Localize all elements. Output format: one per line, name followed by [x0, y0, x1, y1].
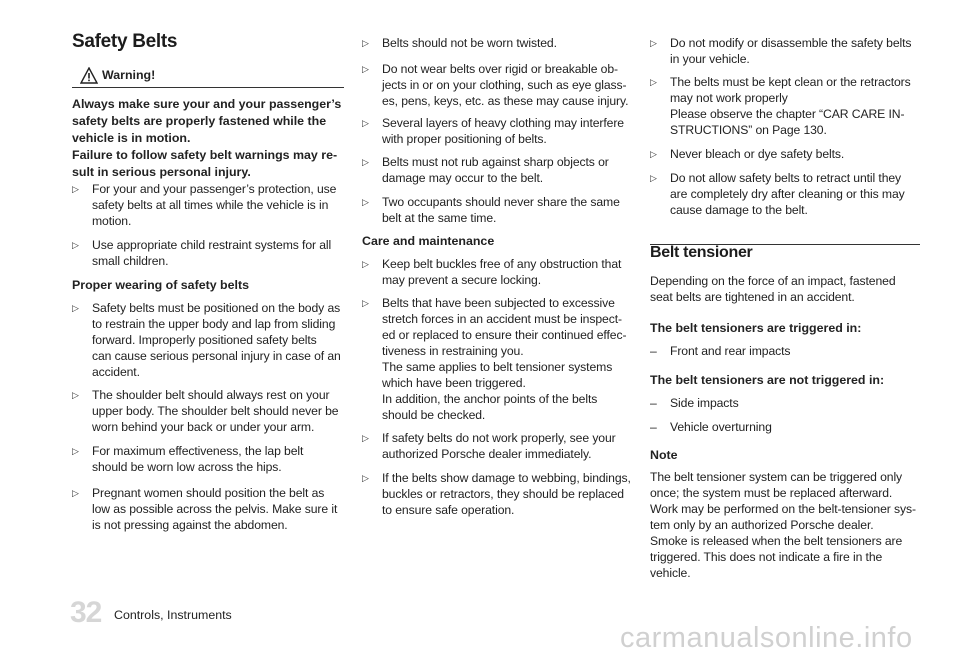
triangle-right-icon: ▷ — [72, 240, 79, 250]
triangle-right-icon: ▷ — [72, 390, 79, 400]
list-item: ▷ Belts that have been subjected to excessive stretch forces in an accident must be inspect- ed or replaced to ensure their continued effec- tiveness in restraining you. The same applies to belt tensioner systems which have been triggered. In addition, the anchor points of the belts should be checked. — [362, 296, 627, 422]
list-item: ▷ Two occupants should never share the same belt at the same time. — [362, 195, 620, 225]
triangle-right-icon: ▷ — [362, 38, 369, 48]
triangle-right-icon: ▷ — [72, 184, 79, 194]
list-item: ▷ Safety belts must be positioned on the body as to restrain the upper body and lap from sliding forward. Improperly positioned safety belts can cause serious personal injury in case of an accident. — [72, 301, 341, 379]
triangle-right-icon: ▷ — [362, 473, 369, 483]
list-item: – Front and rear impacts — [650, 344, 791, 358]
tensioner-intro: Depending on the force of an impact, fastened seat belts are tightened in an accident. — [650, 274, 896, 304]
list-item: ▷ The belts must be kept clean or the retractors may not work properly Please observe the chapter “CAR CARE IN- STRUCTIONS” on Page 130. — [650, 75, 911, 137]
not-triggered-heading: The belt tensioners are not triggered in: — [650, 373, 885, 387]
triangle-right-icon: ▷ — [72, 488, 79, 498]
list-item: ▷ Pregnant women should position the belt as low as possible across the pelvis. Make sure it is not pressing against the abdomen. — [72, 486, 338, 532]
warning-line: vehicle is in motion. — [72, 131, 191, 145]
section-title: Belt tensioner — [650, 244, 753, 261]
watermark: carmanualsonline.info — [620, 622, 913, 654]
list-item: ▷ Never bleach or dye safety belts. — [650, 147, 845, 161]
triangle-right-icon: ▷ — [72, 303, 79, 313]
list-item: ▷ Do not allow safety belts to retract until they are completely dry after cleaning or this may cause damage to the belt. — [650, 171, 905, 217]
triangle-right-icon: ▷ — [362, 64, 369, 74]
triangle-right-icon: ▷ — [650, 149, 657, 159]
section-heading: Care and maintenance — [362, 234, 495, 248]
warning-triangle-icon — [80, 67, 98, 84]
list-item: ▷ Belts should not be worn twisted. — [362, 36, 557, 50]
triangle-right-icon: ▷ — [650, 38, 657, 48]
list-item: ▷ For maximum effectiveness, the lap belt should be worn low across the hips. — [72, 444, 304, 474]
list-item: ▷ Use appropriate child restraint systems for all small children. — [72, 238, 332, 268]
list-item: – Side impacts — [650, 396, 739, 410]
list-item: – Vehicle overturning — [650, 420, 772, 434]
list-item: ▷ For your and your passenger’s protection, use safety belts at all times while the vehicle is in motion. — [72, 182, 337, 228]
warning-line: safety belts are properly fastened while the — [72, 114, 327, 128]
note-text: The belt tensioner system can be triggered only once; the system must be replaced afterward. Work may be performed on the belt-tensioner sys- tem only by an authorized Porsche dealer. Smoke is released when the belt tensioners are triggered. This does not indicate a fire in the vehicle. — [650, 470, 916, 580]
list-item: ▷ Do not modify or disassemble the safety belts in your vehicle. — [650, 36, 912, 66]
note-heading: Note — [650, 448, 678, 462]
warning-line: Failure to follow safety belt warnings may re- — [72, 148, 338, 162]
list-item: ▷ Belts must not rub against sharp objects or damage may occur to the belt. — [362, 155, 609, 185]
list-item: ▷ Keep belt buckles free of any obstruction that may prevent a secure locking. — [362, 257, 622, 287]
warning-line: sult in serious personal injury. — [72, 165, 251, 179]
list-item: ▷ If safety belts do not work properly, see your authorized Porsche dealer immediately. — [362, 431, 616, 461]
triangle-right-icon: ▷ — [362, 298, 369, 308]
triangle-right-icon: ▷ — [362, 118, 369, 128]
list-item: ▷ The shoulder belt should always rest on your upper body. The shoulder belt should never be worn behind your back or under your arm. — [72, 388, 339, 434]
section-heading: Proper wearing of safety belts — [72, 278, 249, 292]
triangle-right-icon: ▷ — [362, 157, 369, 167]
triangle-right-icon: ▷ — [362, 433, 369, 443]
triangle-right-icon: ▷ — [650, 173, 657, 183]
list-item: ▷ Several layers of heavy clothing may interfere with proper positioning of belts. — [362, 116, 624, 146]
page-title: Safety Belts — [72, 31, 178, 52]
list-item: ▷ If the belts show damage to webbing, bindings, buckles or retractors, they should be replaced to ensure safe operation. — [362, 471, 631, 517]
triggered-heading: The belt tensioners are triggered in: — [650, 321, 862, 335]
warning-text — [72, 96, 352, 181]
warning-label: Warning! — [102, 68, 156, 82]
warning-line: Always make sure your and your passenger’s — [72, 97, 342, 111]
triangle-right-icon: ▷ — [650, 77, 657, 87]
triangle-right-icon: ▷ — [362, 259, 369, 269]
list-item: ▷ Do not wear belts over rigid or breakable ob- jects in or on your clothing, such as eye glass- es, pens, keys, etc. as these may cause injury. — [362, 62, 629, 108]
triangle-right-icon: ▷ — [362, 197, 369, 207]
warning-header — [72, 67, 344, 88]
triangle-right-icon: ▷ — [72, 446, 79, 456]
footer-section: Controls, Instruments — [114, 608, 232, 622]
page-number: 32 — [70, 596, 102, 629]
